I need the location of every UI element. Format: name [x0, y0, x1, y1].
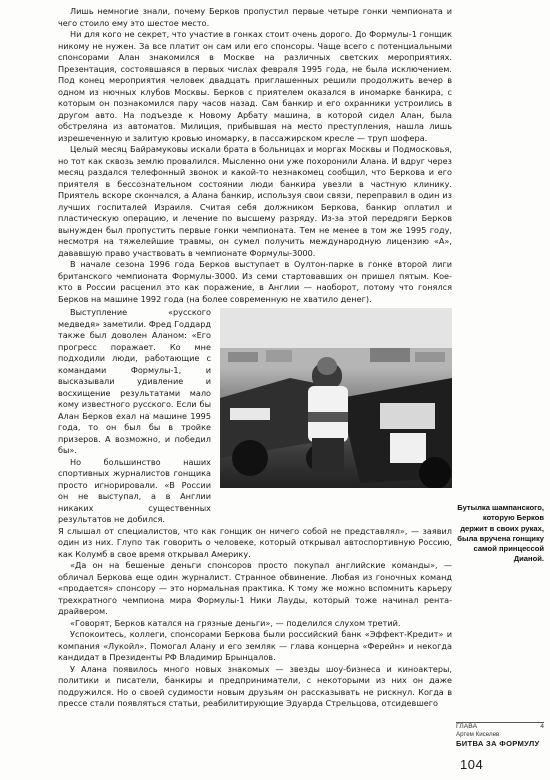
article-column: [58, 6, 452, 710]
photo-wrap-block: [58, 307, 452, 526]
paragraph: Целый месяц Байрамуковы искали брата в больницах и моргах Москвы и Подмосковья, но тот как сквозь землю провалился. Мысленно они уже похоронили Алана. И вдруг через месяц раздался телефонный звонок и какой-то незнакомец сообщил, что Беркова и его приятеля в бессознательном состоянии люди банкира увезли в частную клинику. Приятель вскоре скончался, а Алана банкир, используя свои связи, переправил в один из лучших госпиталей Израиля. Считая себя должником Беркова, банкир оплатил и пластическую операцию, и лечение по высшему разряду. Из-за этой передряги Берков вынужден был пропустить первые гонки чемпионата. Тем не менее в том же 1995 году, несмотря на тяжелейшие травмы, он сумел получить международную лицензию «А», дававшую право участвовать в чемпионате Формулы-3000.: [58, 144, 452, 258]
racing-photo: [220, 308, 452, 488]
paragraph: Лишь немногие знали, почему Берков пропустил первые четыре гонки чемпионата и чего стоило ему это шестое место.: [58, 6, 452, 28]
chapter-footer: [456, 722, 544, 748]
paragraph: «Говорят, Берков катался на грязные деньги», — поделился слухом третий.: [70, 617, 401, 628]
page-number: 104: [460, 757, 484, 772]
chapter-number: 4: [540, 723, 544, 730]
author-name: Артем Киселев: [456, 731, 500, 738]
book-title: БИТВА ЗА ФОРМУЛУ: [456, 739, 540, 748]
paragraph: Я слышал от специалистов, что как гонщик он ничего собой не представлял», — заявил один из них. Глупо так говорить о человеке, который открывал автоспортивную Россию, как Колумб в свое время открывал Америку.: [58, 525, 452, 559]
paragraph: «Да он на бешеные деньги спонсоров просто покупал английские команды», — обличал Беркова еще один журналист. Странное обвинение. Любая из гоночных команд «продается» спонсору — это нормальная практика. К тому же можно вспомнить карьеру трехкратного чемпиона мира Формулы-1 Ники Лауды, который тоже начинал рента-драйвером.: [58, 560, 452, 616]
paragraph: Ни для кого не секрет, что участие в гонках стоит очень дорого. До Формулы-1 гонщик никому не нужен. За все платит он сам или его спонсоры. Чаще всего с потенциальными спонсорами Алан знакомился в Москве на различных светских мероприятиях. Презентация, состоявшаяся в первых числах февраля 1995 года, не была исключением. Под конец мероприятия человек двадцать приглашенных решили продолжить вечер в одном из нючных клубов Москвы. Берков с приятелем оказался в иномарке банкира, с которым он познакомился пару часов назад. Сам банкир и его охранники устроились в другом авто. На подъезде к Новому Арбату машина, в которой сидел Алан, была обстреляна из автоматов. Милиция, прибывшая на место преступления, нашла лишь изрешеченную и залитую кровью иномарку, в пассажирском кресле — труп шофера.: [58, 29, 452, 143]
paragraph: У Алана появилось много новых знакомых — звезды шоу-бизнеса и кинoактеры, политики и писатели, банкиры и предприниматели, с некоторыми из них он даже подружился. Но о своей судимости новым друзьям он рассказывать не рискнул. Когда в прессе стали появляться статьи, реабилитирующие Эдуарда Стрельцова, отсидевшего: [58, 663, 452, 708]
paragraph: Но большинство наших спортивных журналистов гонщика просто игнорировали. «В России он не выступал, а в Англии никаких существенных результатов не добился.: [58, 456, 211, 524]
photo-illustration: [220, 308, 452, 488]
photo-caption: Бутылка шампанского, которую Берков держит в своих руках, была вручена гонщику самой принцессой Дианой.: [457, 503, 544, 564]
chapter-label: ГЛАВА: [456, 723, 478, 730]
float-text-block: [58, 307, 211, 526]
paragraph: Выступление «русского медведя» заметили. Фред Годдард также был доволен Аланом: «Его прогресс поражает. Ко мне подходили люди, работающие с командами Формулы-1, и высказывали удивление и восхищение результатами мало кому известного русского. Если бы Алан Берков ехал на машине 1995 года, то он был бы в тройке призеров. А возможно, и победил бы».: [58, 307, 211, 455]
paragraph: Успокоитесь, коллеги, спонсорами Беркова были российский банк «Эффект-Кредит» и компания «Лукойл». Помогал Алану и его земляк — глава концерна «Ферейн» и некогда кандидат в Президенты РФ Владимир Брынцалов.: [58, 629, 452, 662]
paragraph: В начале сезона 1996 года Берков выступает в Оултон-парке в гонке второй лиги британского чемпионата Формулы-3000. Из семи стартовавших он пришел пятым. Кое-кто в России расценил это как поражение, в Англии — наоборот, потому что гонялся Берков на машине 1992 года (на более современную не хватило денег).: [58, 259, 452, 304]
